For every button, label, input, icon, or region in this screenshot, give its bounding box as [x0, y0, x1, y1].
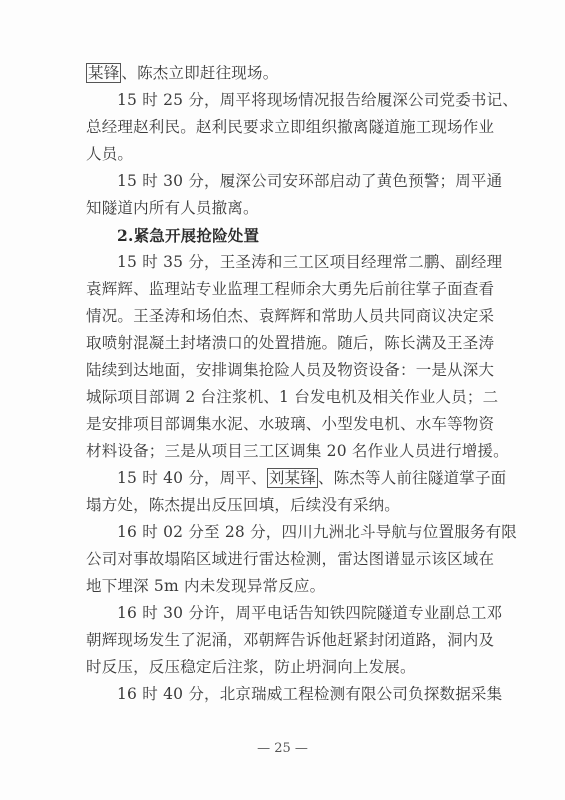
text-segment: 、陈杰等人前往隧道掌子面 [317, 469, 507, 487]
text-line [86, 330, 495, 357]
text-line [86, 276, 495, 303]
page-number: — 25 — [257, 741, 308, 756]
text-line [86, 627, 495, 654]
text-segment: 取喷射混凝土封堵溃口的处置措施。随后，陈长满及王圣涛 [86, 334, 495, 352]
text-segment: 16 时 40 分，北京瑞威工程检测有限公司负探数据采集 [117, 685, 503, 703]
text-segment: 人员。 [86, 145, 134, 163]
section-heading [86, 222, 486, 249]
redacted-name-box: 某锋 [88, 64, 120, 82]
text-segment: 2.紧急开展抢险处置 [117, 226, 260, 245]
text-line [86, 411, 495, 438]
text-line [86, 141, 486, 168]
text-segment: 塌方处，陈杰提出反压回填，后续没有采纳。 [86, 496, 401, 514]
text-segment: 材料设备；三是从项目三工区调集 20 名作业人员进行增援。 [86, 442, 509, 460]
text-line [86, 465, 507, 492]
text-segment: 城际项目部调 2 台注浆机、1 台发电机及相关作业人员；二 [86, 388, 499, 406]
text-line [86, 681, 503, 708]
text-segment: 15 时 40 分，周平、 [117, 469, 267, 487]
text-line [86, 249, 503, 276]
text-line [86, 438, 509, 465]
text-segment: 16 时 02 分至 28 分，四川九洲北斗导航与位置服务有限 [117, 523, 518, 541]
redacted-name-box: 刘某锋 [268, 469, 316, 487]
text-line [86, 600, 503, 627]
text-line [86, 546, 495, 573]
document-body [86, 60, 519, 708]
text-segment: 情况。王圣涛和场伯杰、袁辉辉和常助人员共同商议决定采 [86, 307, 495, 325]
text-line [86, 384, 499, 411]
text-line [86, 114, 495, 141]
text-segment: 15 时 30 分，履深公司安环部启动了黄色预警；周平通 [117, 172, 503, 190]
text-line [86, 573, 486, 600]
text-line [86, 168, 503, 195]
text-segment: 16 时 30 分许，周平电话告知铁四院隧道专业副总工邓 [117, 604, 503, 622]
text-segment: 总经理赵利民。赵利民要求立即组织撤离隧道施工现场作业 [86, 118, 495, 136]
text-segment: 15 时 35 分，王圣涛和三工区项目经理常二鹏、副经理 [117, 253, 503, 271]
text-line [86, 87, 519, 114]
text-segment: 公司对事故塌陷区域进行雷达检测，雷达图谱显示该区域在 [86, 550, 495, 568]
text-segment: 15 时 25 分，周平将现场情况报告给履深公司党委书记、 [117, 91, 519, 109]
text-line [86, 195, 486, 222]
text-line [86, 519, 518, 546]
text-line [86, 654, 486, 681]
text-segment: 是安排项目部调集水泥、水玻璃、小型发电机、水车等物资 [86, 415, 495, 433]
text-segment: 袁辉辉、监理站专业监理工程师余大勇先后前往掌子面查看 [86, 280, 495, 298]
text-line [86, 357, 495, 384]
text-line [86, 303, 495, 330]
text-line [86, 60, 486, 87]
text-line [86, 492, 486, 519]
text-segment: 朝辉现场发生了泥涌，邓朝辉告诉他赶紧封闭道路，洞内及 [86, 631, 495, 649]
text-segment: 陆续到达地面，安排调集抢险人员及物资设备：一是从深大 [86, 361, 495, 379]
text-segment: 地下埋深 5m 内未发现异常反应。 [86, 577, 326, 595]
text-segment: 、陈杰立即赶往现场。 [121, 64, 279, 82]
text-segment: 知隧道内所有人员撤离。 [86, 199, 259, 217]
text-segment: 时反压，反压稳定后注浆，防止坍洞向上发展。 [86, 658, 416, 676]
